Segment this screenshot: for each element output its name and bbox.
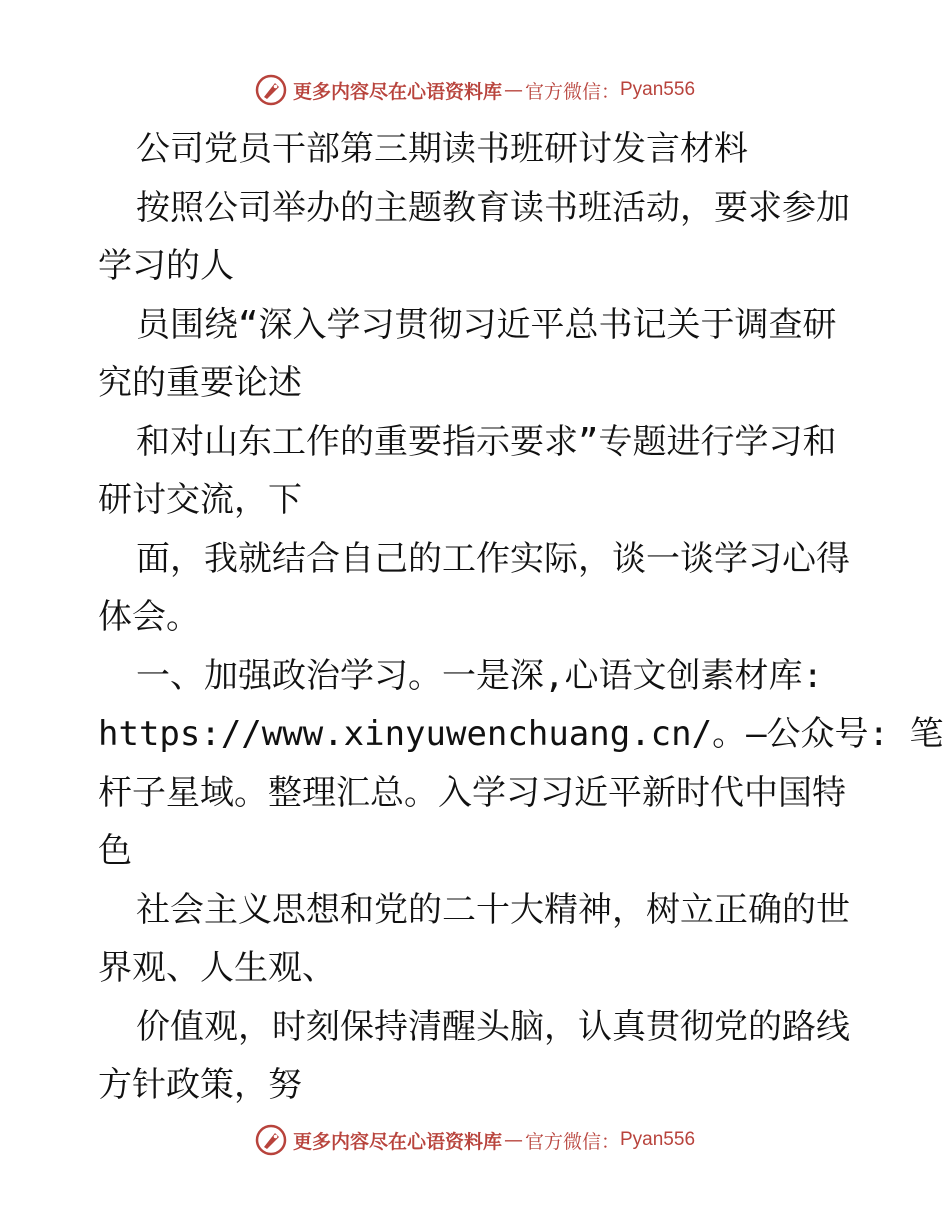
paragraph-line: 社会主义思想和党的二十大精神，树立正确的世 bbox=[136, 889, 850, 930]
paragraph-line: 员围绕“深入学习贯彻习近平总书记关于调查研 bbox=[136, 304, 837, 345]
paragraph-line: 杆子星域。整理汇总。入学习习近平新时代中国特 bbox=[98, 772, 846, 813]
section-heading-line: 一、加强政治学习。一是深,心语文创素材库: bbox=[136, 655, 823, 696]
footer-watermark-banner bbox=[0, 1120, 950, 1160]
paragraph-line: 体会。 bbox=[98, 597, 200, 637]
paragraph-line: 方针政策，努 bbox=[98, 1065, 302, 1105]
paragraph-line: 面，我就结合自己的工作实际，谈一谈学习心得 bbox=[136, 538, 850, 579]
paragraph-line: 按照公司举办的主题教育读书班活动，要求参加 bbox=[136, 187, 850, 228]
paragraph-line: 和对山东工作的重要指示要求”专题进行学习和 bbox=[136, 421, 837, 462]
paragraph-line: 研讨交流，下 bbox=[98, 480, 302, 520]
banner-main-text: 更多内容尽在心语资料库 bbox=[292, 80, 502, 103]
paragraph-line: 究的重要论述 bbox=[98, 363, 302, 403]
paragraph-line: 色 bbox=[98, 831, 132, 871]
paragraph-line: 学习的人 bbox=[98, 246, 234, 286]
banner-dash: — bbox=[503, 79, 523, 101]
document-body bbox=[98, 120, 944, 1115]
banner-contact-id: Pyan556 bbox=[620, 1129, 696, 1150]
document-title: 公司党员干部第三期读书班研讨发言材料 bbox=[136, 129, 748, 169]
header-watermark-banner bbox=[0, 70, 950, 110]
paragraph-line: 界观、人生观、 bbox=[98, 948, 336, 988]
pen-nib-logo-icon bbox=[255, 1124, 287, 1156]
pen-nib-logo-icon bbox=[255, 74, 287, 106]
banner-contact-id: Pyan556 bbox=[620, 79, 696, 100]
banner-contact-label: 官方微信： bbox=[524, 80, 620, 103]
paragraph-line: 价值观，时刻保持清醒头脑，认真贯彻党的路线 bbox=[136, 1006, 850, 1047]
banner-contact-label: 官方微信： bbox=[524, 1130, 620, 1153]
banner-main-text: 更多内容尽在心语资料库 bbox=[292, 1130, 502, 1153]
banner-dash: — bbox=[503, 1129, 523, 1151]
paragraph-line: https://www.xinyuwenchuang.cn/。—公众号: 笔 bbox=[98, 714, 944, 754]
